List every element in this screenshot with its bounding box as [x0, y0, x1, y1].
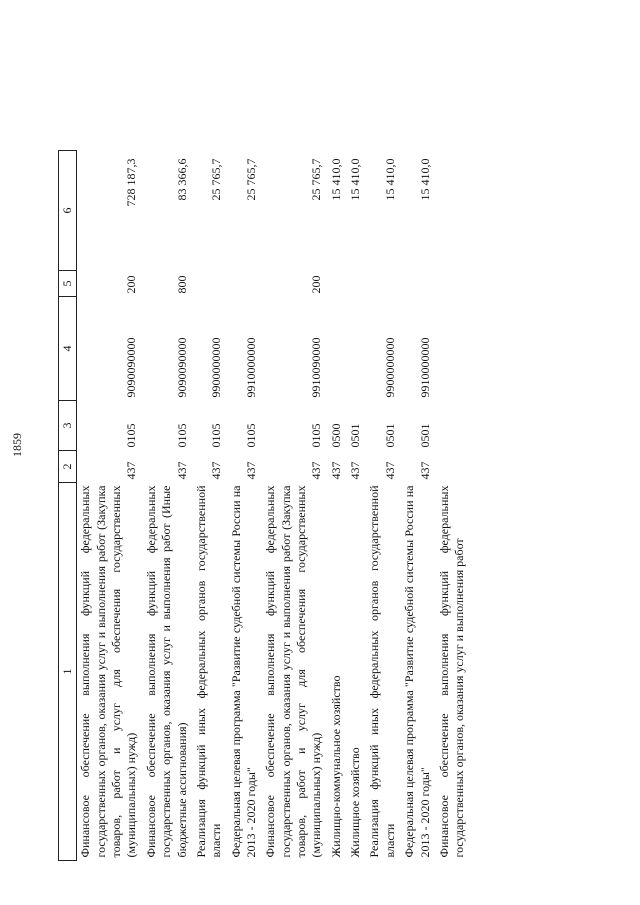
table-row [77, 151, 143, 861]
row-section: 0500 [328, 423, 343, 448]
row-name: Финансовое обеспечение выполнения функций федеральных государственных органов, оказания услуг и выполнения работ (Иные бюджетные ассигнования) [143, 485, 189, 858]
table-row [328, 151, 347, 861]
row-section: 0105 [243, 423, 258, 448]
row-amount: 25 765,7 [309, 158, 324, 201]
row-grbs: 437 [209, 461, 224, 480]
row-grbs: 437 [348, 461, 363, 480]
row-amount: 15 410,0 [417, 158, 432, 201]
row-vr [193, 271, 228, 297]
row-amount: 25 765,7 [209, 158, 224, 201]
row-amount: 25 765,7 [243, 158, 258, 201]
table-row [262, 151, 327, 861]
row-grbs: 437 [174, 461, 189, 480]
row-grbs: 437 [382, 461, 397, 480]
row-section: 0105 [174, 423, 189, 448]
row-grbs: 437 [309, 461, 324, 480]
header-col-4: 4 [59, 297, 77, 401]
header-col-3: 3 [59, 401, 77, 451]
table-row [193, 151, 228, 861]
budget-table [58, 150, 471, 861]
row-vr [228, 271, 263, 297]
header-col-5: 5 [59, 271, 77, 297]
row-vr [328, 271, 347, 297]
row-amount: 15 410,0 [328, 158, 343, 201]
row-target: 9900000000 [382, 337, 397, 398]
header-col-1: 1 [59, 483, 77, 861]
page-number: 1859 [10, 433, 24, 457]
row-target: 9900000000 [209, 337, 224, 398]
row-name: Федеральная целевая программа "Развитие судебной системы России на 2013 - 2020 годы" [402, 485, 432, 858]
row-section: 0105 [209, 423, 224, 448]
header-row [59, 151, 77, 861]
row-grbs [436, 451, 471, 483]
row-grbs: 437 [417, 461, 432, 480]
table-row [401, 151, 436, 861]
header-col-6: 6 [59, 151, 77, 271]
table-row [436, 151, 471, 861]
row-grbs: 437 [124, 461, 139, 480]
row-section: 0501 [382, 423, 397, 448]
table-row [347, 151, 366, 861]
row-section: 0501 [417, 423, 432, 448]
table-row [228, 151, 263, 861]
row-vr: 200 [309, 275, 324, 294]
row-vr [436, 271, 471, 297]
row-target: 9910000000 [417, 337, 432, 398]
row-grbs: 437 [243, 461, 258, 480]
row-target: 9910000000 [243, 337, 258, 398]
row-vr [347, 271, 366, 297]
row-target [347, 297, 366, 401]
row-section: 0105 [309, 423, 324, 448]
row-amount: 728 187,3 [124, 158, 139, 207]
row-section: 0501 [348, 423, 363, 448]
row-name: Финансовое обеспечение выполнения функций федеральных государственных органов, оказания услуг и выполнения работ (Закупка товаров, работ и услуг для обеспечения государственных (муниципальных) нужд) [263, 485, 324, 858]
row-section [436, 401, 471, 451]
row-name: Финансовое обеспечение выполнения функций федеральных государственных органов, оказания услуг и выполнения работ (Закупка товаров, работ и услуг для обеспечения государственных (муниципальных) нужд) [78, 485, 139, 858]
row-name: Федеральная целевая программа "Развитие судебной системы России на 2013 - 2020 годы" [228, 485, 258, 858]
row-vr: 800 [174, 275, 189, 294]
header-col-2: 2 [59, 451, 77, 483]
row-name: Финансовое обеспечение выполнения функций федеральных государственных органов, оказания услуг и выполнения работ [436, 485, 467, 858]
row-amount: 83 366,6 [174, 158, 189, 201]
row-grbs: 437 [328, 461, 343, 480]
row-vr: 200 [124, 275, 139, 294]
row-amount: 15 410,0 [382, 158, 397, 201]
row-target: 9910090000 [309, 337, 324, 398]
row-name: Реализация функций иных федеральных органов государственной власти [193, 485, 224, 858]
row-target [436, 297, 471, 401]
table-body [77, 151, 471, 861]
row-amount: 15 410,0 [348, 158, 363, 201]
row-name: Жилищно-коммунальное хозяйство [328, 675, 343, 858]
table-header [59, 151, 77, 861]
row-amount [436, 151, 471, 271]
row-vr [366, 271, 401, 297]
row-name: Реализация функций иных федеральных органов государственной власти [367, 485, 397, 858]
table-row [366, 151, 401, 861]
row-target [328, 297, 347, 401]
row-target: 9090090000 [124, 337, 139, 398]
row-name: Жилищное хозяйство [348, 747, 363, 858]
row-section: 0105 [124, 423, 139, 448]
row-target: 9090090000 [174, 337, 189, 398]
table-row [143, 151, 193, 861]
row-vr [401, 271, 436, 297]
